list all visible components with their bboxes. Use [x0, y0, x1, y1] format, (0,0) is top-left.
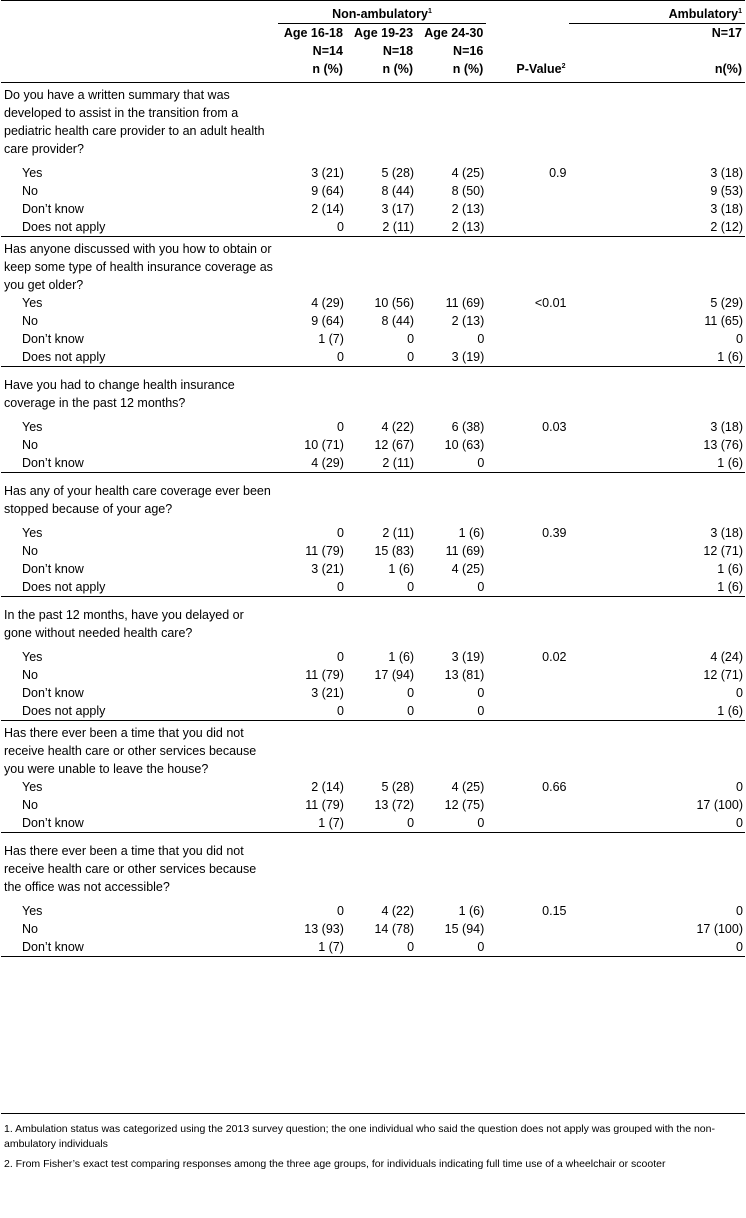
answer-row	[1, 454, 745, 473]
answer-row	[1, 418, 745, 436]
pvalue-cell	[486, 436, 568, 454]
cell-value: 0	[336, 420, 344, 434]
question-row	[1, 597, 745, 649]
footnotes	[4, 1122, 742, 1177]
pvalue-cell: 0.03	[542, 420, 567, 434]
answer-label: Yes	[22, 650, 43, 664]
cell-value: 1 (6)	[458, 526, 485, 540]
answer-row	[1, 524, 745, 542]
cell-value: 2 (13)	[451, 314, 485, 328]
cell-value-ambulatory: 5 (29)	[710, 296, 743, 310]
cell-value-ambulatory: 17 (100)	[696, 922, 743, 936]
cell-value: 1 (7)	[278, 814, 346, 833]
cell-value: 2 (11)	[346, 454, 416, 473]
cell-value: 0	[336, 650, 344, 664]
cell-value: 11 (79)	[305, 668, 344, 682]
col-age-label: Age 24-30	[424, 26, 484, 40]
pvalue-cell	[486, 454, 568, 473]
answer-label: Does not apply	[1, 578, 278, 597]
cell-value-ambulatory: 1 (6)	[717, 562, 743, 576]
question-row	[1, 237, 745, 295]
cell-value: 0	[477, 686, 485, 700]
answer-row	[1, 164, 745, 182]
cell-value: 4 (29)	[311, 296, 344, 310]
cell-value: 1 (6)	[388, 562, 415, 576]
pvalue-cell: 0.15	[542, 904, 567, 918]
cell-value-ambulatory: 12 (71)	[703, 668, 743, 682]
cell-value: 4 (25)	[451, 562, 485, 576]
cell-value: 10 (56)	[374, 296, 415, 310]
col-age-label: Age 16-18	[283, 26, 343, 40]
pvalue-cell	[486, 920, 568, 938]
cell-value: 11 (69)	[445, 544, 485, 558]
cell-value: 5 (28)	[381, 166, 415, 180]
col-unit-label: n (%)	[416, 60, 486, 83]
cell-value-ambulatory: 17 (100)	[696, 798, 743, 812]
col-n-label: N=18	[382, 44, 414, 58]
cell-value: 0	[278, 348, 346, 367]
cell-value-ambulatory: 3 (18)	[710, 166, 743, 180]
answer-row	[1, 330, 745, 348]
answer-row	[1, 560, 745, 578]
cell-value: 15 (83)	[374, 544, 415, 558]
col-unit-label: n (%)	[278, 60, 346, 83]
cell-value: 3 (17)	[381, 202, 415, 216]
pvalue-cell	[486, 348, 568, 367]
cell-value: 12 (67)	[374, 438, 415, 452]
cell-value-ambulatory: 1 (6)	[569, 454, 746, 473]
cell-value: 13 (93)	[304, 922, 344, 936]
cell-value: 9 (64)	[311, 314, 344, 328]
question-text: Do you have a written summary that was developed to assist in the transition from a pediatric health care provider to an adult health care provider?	[4, 88, 265, 156]
cell-value-ambulatory: 3 (18)	[710, 420, 743, 434]
answer-row	[1, 778, 745, 796]
cell-value-ambulatory: 3 (18)	[710, 526, 743, 540]
answer-row	[1, 648, 745, 666]
pvalue-cell	[486, 684, 568, 702]
answer-label: Don’t know	[1, 454, 278, 473]
question-row	[1, 83, 745, 165]
answer-label: Don’t know	[22, 332, 84, 346]
cell-value-ambulatory: 1 (6)	[569, 348, 746, 367]
question-text: Has anyone discussed with you how to obtain or keep some type of health insurance coverage as you get older?	[4, 242, 273, 292]
cell-value-ambulatory: 13 (76)	[703, 438, 743, 452]
answer-label: Does not apply	[1, 702, 278, 721]
answer-label: Yes	[22, 526, 43, 540]
answer-label: Don’t know	[1, 938, 278, 957]
data-table	[1, 0, 745, 957]
cell-value: 4 (29)	[278, 454, 346, 473]
pvalue-cell: 0.66	[542, 780, 567, 794]
cell-value: 3 (19)	[451, 650, 485, 664]
question-text: In the past 12 months, have you delayed or gone without needed health care?	[4, 608, 244, 640]
cell-value: 1 (6)	[388, 650, 415, 664]
cell-value: 9 (64)	[311, 184, 344, 198]
answer-label: Does not apply	[1, 348, 278, 367]
cell-value-ambulatory: 1 (6)	[569, 578, 746, 597]
cell-value: 0	[346, 938, 416, 957]
pvalue-cell	[486, 200, 568, 218]
cell-value: 11 (79)	[305, 544, 344, 558]
question-text: Has any of your health care coverage ever been stopped because of your age?	[4, 484, 271, 516]
group-header-ambulatory: Ambulatory$^1$	[569, 1, 746, 24]
col-pvalue-label: P-Value$^2$	[486, 60, 568, 83]
cell-value: 0	[278, 702, 346, 721]
answer-row	[1, 796, 745, 814]
cell-value: 0	[416, 578, 486, 597]
cell-value: 2 (14)	[311, 780, 344, 794]
cell-value-ambulatory: 0	[736, 780, 743, 794]
answer-row	[1, 902, 745, 920]
answer-row	[1, 200, 745, 218]
cell-value: 10 (63)	[444, 438, 485, 452]
footnote-2: 2. From Fisher’s exact test comparing responses among the three age groups, for individuals indicating full time use of a wheelchair or scooter	[4, 1158, 666, 1170]
answer-row	[1, 182, 745, 200]
cell-value: 0	[407, 332, 415, 346]
answer-row	[1, 938, 745, 957]
cell-value: 0	[416, 938, 486, 957]
col-amb-n: N=17	[711, 26, 742, 40]
cell-value: 11 (69)	[445, 296, 485, 310]
cell-value: 4 (25)	[451, 780, 485, 794]
question-row	[1, 721, 745, 779]
cell-value-ambulatory: 0	[736, 332, 743, 346]
answer-label: Yes	[22, 904, 43, 918]
cell-value: 5 (28)	[381, 780, 415, 794]
cell-value: 0	[346, 348, 416, 367]
answer-row	[1, 684, 745, 702]
answer-label: Don’t know	[22, 686, 84, 700]
cell-value: 0	[416, 454, 486, 473]
col-n-label: N=14	[312, 44, 343, 58]
cell-value: 2 (11)	[382, 526, 415, 540]
question-text: Have you had to change health insurance coverage in the past 12 months?	[4, 378, 235, 410]
footnote-1: 1. Ambulation status was categorized using the 2013 survey question; the one individual who said the question does not apply was grouped with the non-ambulatory individuals	[4, 1123, 715, 1150]
pvalue-cell	[486, 938, 568, 957]
cell-value-ambulatory: 0	[569, 938, 746, 957]
pvalue-cell	[486, 796, 568, 814]
answer-label: No	[22, 544, 38, 558]
cell-value: 10 (71)	[304, 438, 344, 452]
cell-value: 13 (81)	[444, 668, 485, 682]
answer-label: No	[22, 922, 38, 936]
cell-value: 0	[336, 526, 344, 540]
footnote-divider	[1, 1113, 745, 1114]
cell-value: 4 (22)	[381, 904, 415, 918]
cell-value: 3 (21)	[311, 562, 344, 576]
cell-value-ambulatory: 0	[569, 814, 746, 833]
group-header-nonambulatory: Non-ambulatory$^1$	[278, 1, 487, 24]
answer-label: Yes	[22, 420, 43, 434]
col-unit-label: n (%)	[346, 60, 416, 83]
cell-value: 1 (7)	[278, 938, 346, 957]
answer-row	[1, 294, 745, 312]
cell-value: 2 (14)	[311, 202, 344, 216]
cell-value-ambulatory: 0	[736, 904, 743, 918]
answer-label: Don’t know	[22, 562, 84, 576]
answer-label: No	[22, 438, 38, 452]
pvalue-cell: 0.9	[549, 166, 567, 180]
cell-value: 0	[407, 686, 415, 700]
cell-value-ambulatory: 12 (71)	[703, 544, 743, 558]
cell-value: 15 (94)	[444, 922, 485, 936]
cell-value-ambulatory: 11 (65)	[704, 314, 743, 328]
answer-label: No	[22, 314, 38, 328]
pvalue-cell: 0.02	[542, 650, 567, 664]
cell-value: 3 (21)	[311, 686, 344, 700]
cell-value: 2 (11)	[346, 218, 416, 237]
answer-label: Yes	[22, 166, 43, 180]
pvalue-cell	[486, 666, 568, 684]
cell-value: 4 (25)	[451, 166, 485, 180]
cell-value: 14 (78)	[374, 922, 415, 936]
cell-value: 2 (13)	[451, 202, 485, 216]
table-header	[1, 1, 745, 83]
answer-label: Yes	[22, 780, 43, 794]
pvalue-cell	[486, 542, 568, 560]
cell-value-ambulatory: 4 (24)	[710, 650, 743, 664]
pvalue-cell	[486, 560, 568, 578]
pvalue-cell	[486, 182, 568, 200]
cell-value: 0	[477, 332, 485, 346]
cell-value: 2 (13)	[416, 218, 486, 237]
question-row	[1, 833, 745, 903]
question-row	[1, 473, 745, 525]
cell-value-ambulatory: 1 (6)	[569, 702, 746, 721]
answer-row	[1, 542, 745, 560]
cell-value: 0	[336, 904, 344, 918]
cell-value-ambulatory: 0	[736, 686, 743, 700]
cell-value-ambulatory: 9 (53)	[710, 184, 743, 198]
answer-row	[1, 702, 745, 721]
answer-row	[1, 436, 745, 454]
pvalue-cell	[486, 218, 568, 237]
pvalue-cell	[486, 814, 568, 833]
answer-label: Yes	[22, 296, 43, 310]
answer-row	[1, 218, 745, 237]
question-row	[1, 367, 745, 419]
cell-value: 8 (44)	[381, 314, 415, 328]
cell-value: 0	[278, 218, 346, 237]
answer-row	[1, 348, 745, 367]
cell-value: 0	[346, 814, 416, 833]
cell-value: 6 (38)	[451, 420, 485, 434]
answer-row	[1, 578, 745, 597]
cell-value: 8 (50)	[451, 184, 485, 198]
cell-value: 8 (44)	[381, 184, 415, 198]
cell-value: 0	[346, 702, 416, 721]
pvalue-cell: 0.39	[542, 526, 567, 540]
pvalue-cell	[486, 312, 568, 330]
question-text: Has there ever been a time that you did not receive health care or other services because the office was not accessible?	[4, 844, 257, 894]
cell-value-ambulatory: 2 (12)	[569, 218, 746, 237]
cell-value: 0	[416, 702, 486, 721]
cell-value: 13 (72)	[374, 798, 415, 812]
answer-label: Don’t know	[1, 814, 278, 833]
col-age-label: Age 19-23	[354, 26, 414, 40]
col-n-label: N=16	[453, 44, 484, 58]
answer-label: No	[22, 668, 38, 682]
cell-value: 3 (21)	[311, 166, 344, 180]
answer-label: Don’t know	[22, 202, 84, 216]
col-amb-unit: n(%)	[569, 60, 746, 83]
cell-value: 12 (75)	[444, 798, 485, 812]
cell-value: 11 (79)	[305, 798, 344, 812]
answer-label: No	[22, 184, 38, 198]
cell-value: 4 (22)	[381, 420, 415, 434]
answer-label: No	[22, 798, 38, 812]
answer-row	[1, 666, 745, 684]
pvalue-cell	[486, 578, 568, 597]
pvalue-cell: <0.01	[534, 296, 567, 310]
table-body	[1, 83, 745, 957]
question-text: Has there ever been a time that you did not receive health care or other services because you were unable to leave the house?	[4, 726, 257, 776]
answer-row	[1, 920, 745, 938]
pvalue-cell	[486, 330, 568, 348]
answer-row	[1, 312, 745, 330]
cell-value: 17 (94)	[374, 668, 415, 682]
cell-value: 0	[278, 578, 346, 597]
cell-value-ambulatory: 3 (18)	[710, 202, 743, 216]
answer-label: Does not apply	[1, 218, 278, 237]
cell-value: 1 (6)	[458, 904, 485, 918]
cell-value: 0	[346, 578, 416, 597]
cell-value: 3 (19)	[416, 348, 486, 367]
cell-value: 0	[416, 814, 486, 833]
pvalue-cell	[486, 702, 568, 721]
cell-value: 1 (7)	[318, 332, 344, 346]
answer-row	[1, 814, 745, 833]
